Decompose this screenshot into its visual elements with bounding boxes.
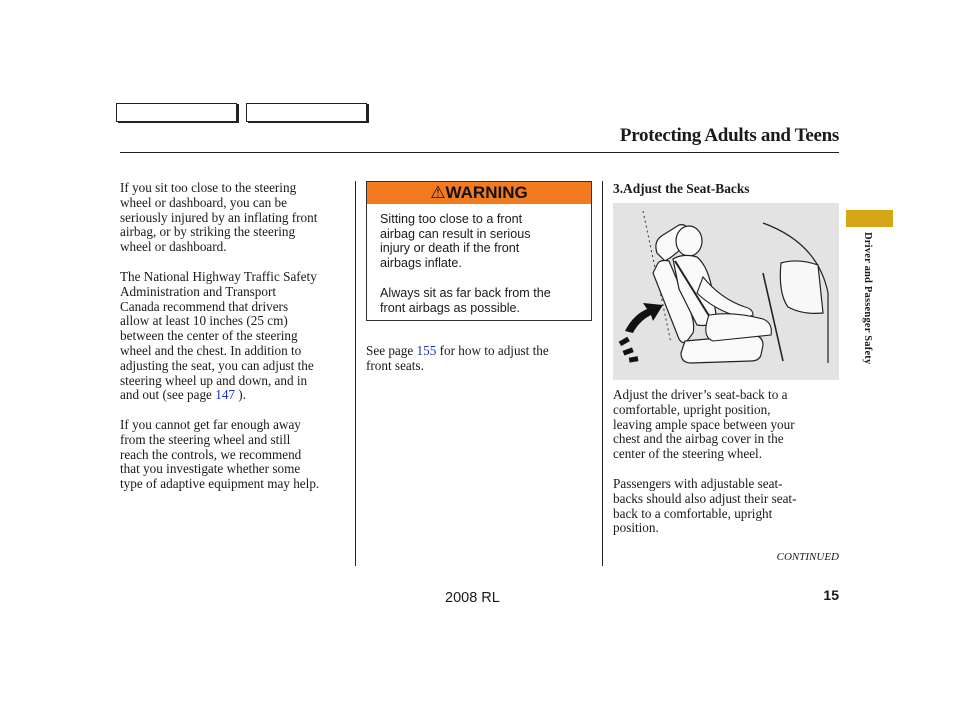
nav-box-left[interactable] bbox=[116, 103, 237, 122]
section-side-label: Driver and Passenger Safety bbox=[862, 232, 873, 365]
see-page-note: See page 155 for how to adjust the front seats. bbox=[366, 343, 549, 373]
page-link-147[interactable]: 147 bbox=[215, 387, 235, 403]
nav-box-right[interactable] bbox=[246, 103, 367, 122]
column1-paragraph-3: If you cannot get far enough away from the steering wheel and still reach the controls, we recommend that you investigate whether some type of adaptive equipment may help. bbox=[120, 417, 320, 492]
column3-paragraph-2: Passengers with adjustable seat- backs should also adjust their seat- back to a comfortable, upright position. bbox=[613, 476, 797, 536]
section-tab[interactable] bbox=[846, 210, 893, 227]
warning-header bbox=[367, 182, 591, 204]
warning-text-1: Sitting too close to a front airbag can result in serious injury or death if the front airbags inflate. bbox=[380, 212, 531, 270]
column-divider-1 bbox=[355, 181, 356, 566]
page-link-155[interactable]: 155 bbox=[416, 343, 437, 358]
title-rule bbox=[120, 152, 839, 153]
continued-label: CONTINUED bbox=[776, 551, 839, 563]
seat-back-illustration bbox=[613, 203, 839, 380]
warning-box bbox=[366, 181, 592, 321]
warning-triangle-icon: ⚠ bbox=[430, 183, 446, 202]
column1-paragraph-1: If you sit too close to the steering wheel or dashboard, you can be seriously injured by an inflating front airbag, or by striking the steering wheel or dashboard. bbox=[120, 180, 318, 255]
page-title: Protecting Adults and Teens bbox=[619, 125, 839, 146]
column1-paragraph-2: The National Highway Traffic Safety Administration and Transport Canada recommend that drivers allow at least 10 inches (25 cm) between the center of the steering wheel and the chest. In addition to adjusting the seat, you can adjust the steering wheel up and down, and in and out (see page 147 ). bbox=[120, 269, 317, 403]
warning-text-2: Always sit as far back from the front airbags as possible. bbox=[380, 286, 551, 315]
column-divider-2 bbox=[602, 181, 603, 566]
footer-model: 2008 RL bbox=[445, 590, 500, 606]
section-heading: 3.Adjust the Seat-Backs bbox=[613, 181, 750, 196]
warning-label: WARNING bbox=[445, 183, 528, 202]
page-number: 15 bbox=[823, 587, 839, 603]
column3-paragraph-1: Adjust the driver’s seat-back to a comfortable, upright position, leaving ample space between your chest and the airbag cover in the center of the steering wheel. bbox=[613, 387, 795, 462]
